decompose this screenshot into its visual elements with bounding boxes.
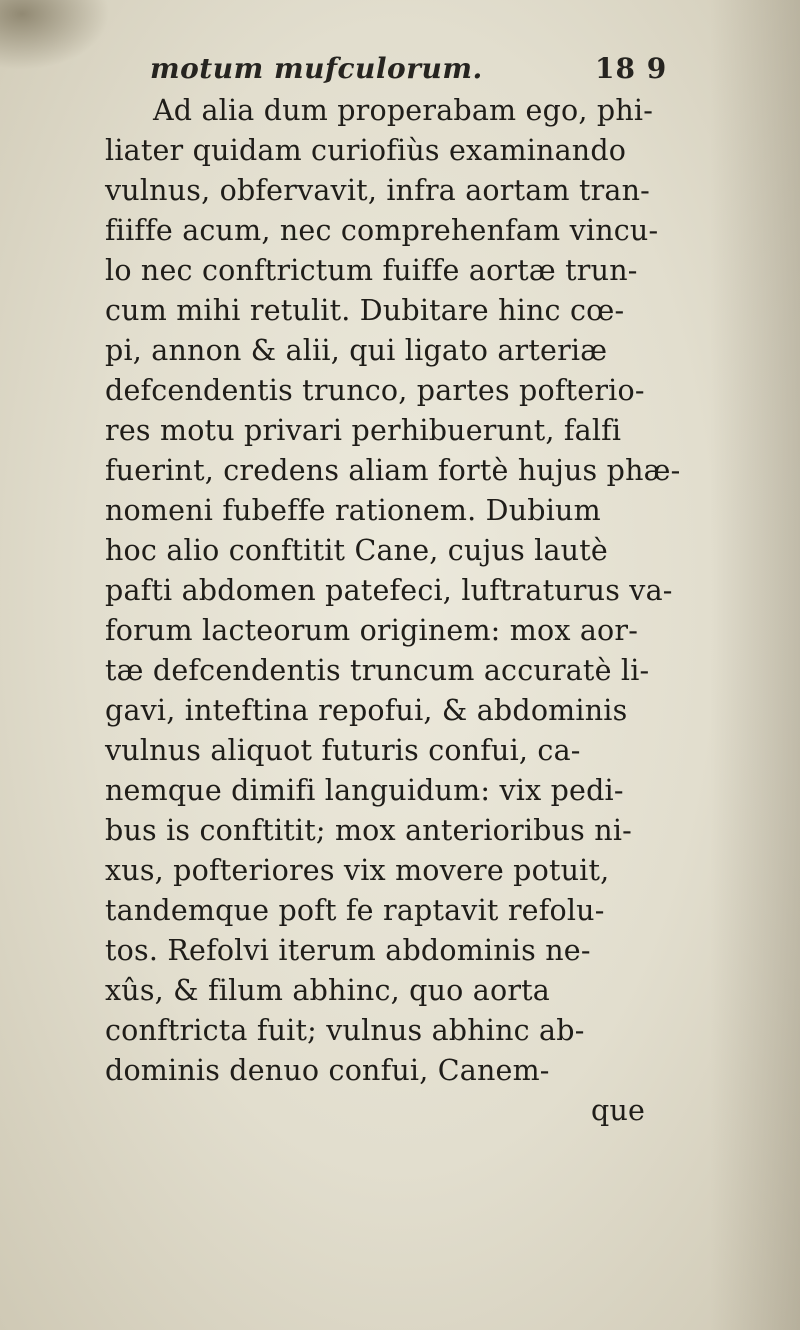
text-line: gavi, inteftina repofui, & abdominis: [105, 694, 628, 727]
text-line: res motu privari perhibuerunt, falfi: [105, 414, 622, 447]
page-number: 18 9: [595, 52, 668, 85]
text-line: tæ defcendentis truncum accuratè li-: [105, 654, 650, 687]
text-line: vulnus, obfervavit, infra aortam tran-: [105, 174, 650, 207]
text-line: tos. Refolvi iterum abdominis ne-: [105, 934, 591, 967]
text-line: Ad alia dum properabam ego, phi-: [153, 94, 654, 127]
paper-stain: [0, 0, 110, 70]
running-head: [150, 52, 690, 92]
text-line: pafti abdomen patefeci, luftraturus va-: [105, 574, 673, 607]
text-line: nomeni fubeffe rationem. Dubium: [105, 494, 601, 527]
text-line: dominis denuo confui, Canem-: [105, 1054, 550, 1087]
text-line: pi, annon & alii, qui ligato arteriæ: [105, 334, 608, 367]
text-line: tandemque poft fe raptavit refolu-: [105, 894, 605, 927]
text-line: fiiffe acum, nec comprehenfam vincu-: [105, 214, 659, 247]
text-line: conftricta fuit; vulnus abhinc ab-: [105, 1014, 585, 1047]
text-line: xûs, & filum abhinc, quo aorta: [105, 974, 550, 1007]
text-line: cum mihi retulit. Dubitare hinc cœ-: [105, 294, 625, 327]
text-line: liater quidam curiofiùs examinando: [105, 134, 627, 167]
text-line: vulnus aliquot futuris confui, ca-: [105, 734, 581, 767]
running-head-title: motum mufculorum.: [150, 52, 483, 85]
text-line: defcendentis trunco, partes pofterio-: [105, 374, 645, 407]
text-line: forum lacteorum originem: mox aor-: [105, 614, 639, 647]
text-line: nemque dimifi languidum: vix pedi-: [105, 774, 624, 807]
text-line: lo nec conftrictum fuiffe aortæ trun-: [105, 254, 638, 287]
text-line: fuerint, credens aliam fortè hujus phæ-: [105, 454, 681, 487]
text-line: bus is conftitit; mox anterioribus ni-: [105, 814, 632, 847]
text-line: xus, pofteriores vix movere potuit,: [105, 854, 610, 887]
text-line: hoc alio conftitit Cane, cujus lautè: [105, 534, 608, 567]
catchword: que: [591, 1094, 646, 1127]
